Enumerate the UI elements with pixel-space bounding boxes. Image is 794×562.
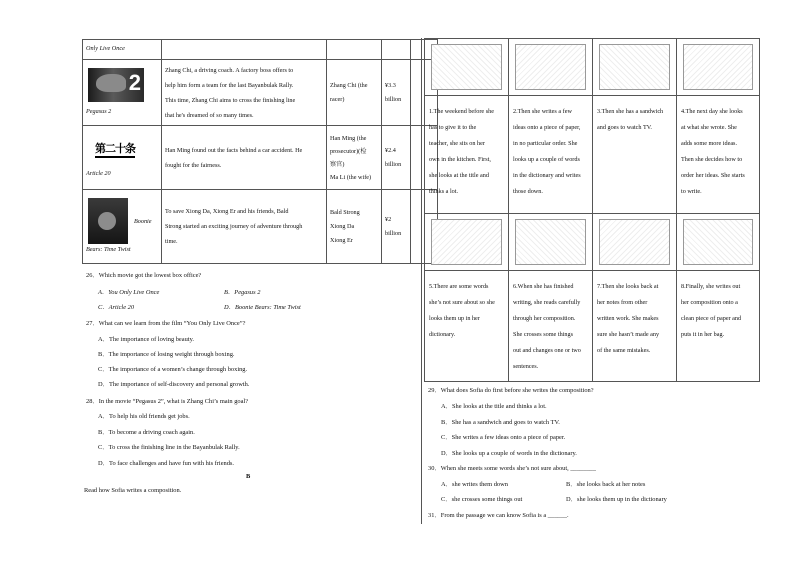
film-table xyxy=(82,39,438,264)
option-26-a[interactable]: A．You Only Live Once xyxy=(98,289,160,296)
option-28-d[interactable]: D．To face challenges and have fun with his friends. xyxy=(98,460,235,467)
question-28: 28．In the movie “Pegasus 2”, what is Zhang Chi’s main goal? xyxy=(86,398,249,405)
story-picture-6 xyxy=(509,214,593,271)
story-caption-1: 1.The weekend before she has to give it to the teacher, she sits on her own in the kitchen. First, she looks at the title and thinks a lot. xyxy=(425,96,509,214)
option-27-c[interactable]: C．The importance of a women’s change through boxing. xyxy=(98,366,248,373)
story-picture-3 xyxy=(593,39,677,96)
option-29-d[interactable]: D．She looks up a couple of words in the dictionary. xyxy=(441,450,577,457)
option-30-a[interactable]: A．she writes them down xyxy=(441,481,508,488)
option-28-c[interactable]: C．To cross the finishing line in the Bayanbulak Rally. xyxy=(98,444,240,451)
option-30-b[interactable]: B．she looks back at her notes xyxy=(566,481,646,488)
story-picture-1 xyxy=(425,39,509,96)
story-picture-5 xyxy=(425,214,509,271)
story-caption-4: 4.The next day she looks at what she wrote. She adds some more ideas. Then she decides how to order her ideas. She starts to write. xyxy=(677,96,760,214)
question-27: 27．What can we learn from the film “You Only Live Once”? xyxy=(86,320,246,327)
story-table xyxy=(424,38,760,382)
story-caption-6: 6.When she has finished writing, she reads carefully through her composition. She crosses some things out and changes one or two sentences. xyxy=(509,271,593,382)
film-description: To save Xiong Da, Xiong Er and his friends, Bald Strong started an exciting journey of adventure through time. xyxy=(162,190,327,264)
column-divider xyxy=(421,38,422,524)
option-26-c[interactable]: C．Article 20 xyxy=(98,304,135,311)
film-title: Article 20 xyxy=(86,170,111,178)
option-27-d[interactable]: D．The importance of self-discovery and personal growth. xyxy=(98,381,250,388)
question-30: 30．When she meets some words she’s not sure about, ________ xyxy=(428,465,596,472)
story-picture-8 xyxy=(677,214,760,271)
story-picture-2 xyxy=(509,39,593,96)
film-title-cell: Only Live Once xyxy=(83,40,162,60)
film-title-continued: Bears: Time Twist xyxy=(86,246,131,254)
option-29-c[interactable]: C．She writes a few ideas onto a piece of paper. xyxy=(441,434,566,441)
story-caption-7: 7.Then she looks back at her notes from other written work. She makes sure she hasn’t made any of the same mistakes. xyxy=(593,271,677,382)
option-29-b[interactable]: B．She has a sandwich and goes to watch TV. xyxy=(441,419,560,426)
film-poster-cell xyxy=(83,60,162,126)
question-29: 29．What does Sofia do first before she writes the composition? xyxy=(428,387,594,394)
film-description: Han Ming found out the facts behind a car accident. He fought for the fairness. xyxy=(162,126,327,190)
section-b-label: B xyxy=(246,473,251,480)
option-27-b[interactable]: B．The importance of losing weight through boxing. xyxy=(98,351,235,358)
film-poster-cell xyxy=(83,126,162,190)
question-26: 26．Which movie got the lowest box office? xyxy=(86,272,202,279)
story-caption-5: 5.There are some words she’s not sure about so she looks them up in her dictionary. xyxy=(425,271,509,382)
pegasus-poster xyxy=(88,68,144,102)
poster-title: 第二十条 xyxy=(95,140,135,158)
box-office: ¥3.3 billion xyxy=(382,60,411,126)
option-27-a[interactable]: A．The importance of loving beauty. xyxy=(98,336,194,343)
film-actors: Zhang Chi (the racer) xyxy=(327,60,382,126)
film-title: Boonie xyxy=(134,218,152,226)
story-caption-3: 3.Then she has a sandwich and goes to watch TV. xyxy=(593,96,677,214)
option-28-b[interactable]: B．To become a driving coach again. xyxy=(98,429,195,436)
boonie-poster xyxy=(88,198,128,244)
option-29-a[interactable]: A．She looks at the title and thinks a lot. xyxy=(441,403,547,410)
film-title: Pegasus 2 xyxy=(86,108,112,116)
article20-poster xyxy=(88,136,142,162)
option-26-d[interactable]: D．Boonie Bears: Time Twist xyxy=(224,304,301,311)
option-30-c[interactable]: C．she crosses some things out xyxy=(441,496,523,503)
film-description: Zhang Chi, a driving coach. A factory boss offers to help him form a team for the last Bayanbulak Rally. This time, Zhang Chi aims to cross the finishing line that he's dreamed of so many times. xyxy=(162,60,327,126)
box-office: ¥2 billion xyxy=(382,190,411,264)
film-poster-cell xyxy=(83,190,162,264)
option-30-d[interactable]: D．she looks them up in the dictionary xyxy=(566,496,667,503)
film-actors: Han Ming (the prosecutor)(检 察官) Ma Li (the wife) xyxy=(327,126,382,190)
question-31: 31．From the passage we can know Sofia is a ______. xyxy=(428,512,569,519)
story-picture-7 xyxy=(593,214,677,271)
option-28-a[interactable]: A．To help his old friends get jobs. xyxy=(98,413,190,420)
story-picture-4 xyxy=(677,39,760,96)
poster-number: 2 xyxy=(128,70,141,96)
story-caption-8: 8.Finally, she writes out her composition onto a clean piece of paper and puts it in her bag. xyxy=(677,271,760,382)
section-b-intro: Read how Sofia writes a composition. xyxy=(84,487,182,494)
option-26-b[interactable]: B．Pegasus 2 xyxy=(224,289,261,296)
story-caption-2: 2.Then she writes a few ideas onto a piece of paper, in no particular order. She looks up a couple of words in the dictionary and writes those down. xyxy=(509,96,593,214)
film-actors: Bald Strong Xiong Da Xiong Er xyxy=(327,190,382,264)
box-office: ¥2.4 billion xyxy=(382,126,411,190)
